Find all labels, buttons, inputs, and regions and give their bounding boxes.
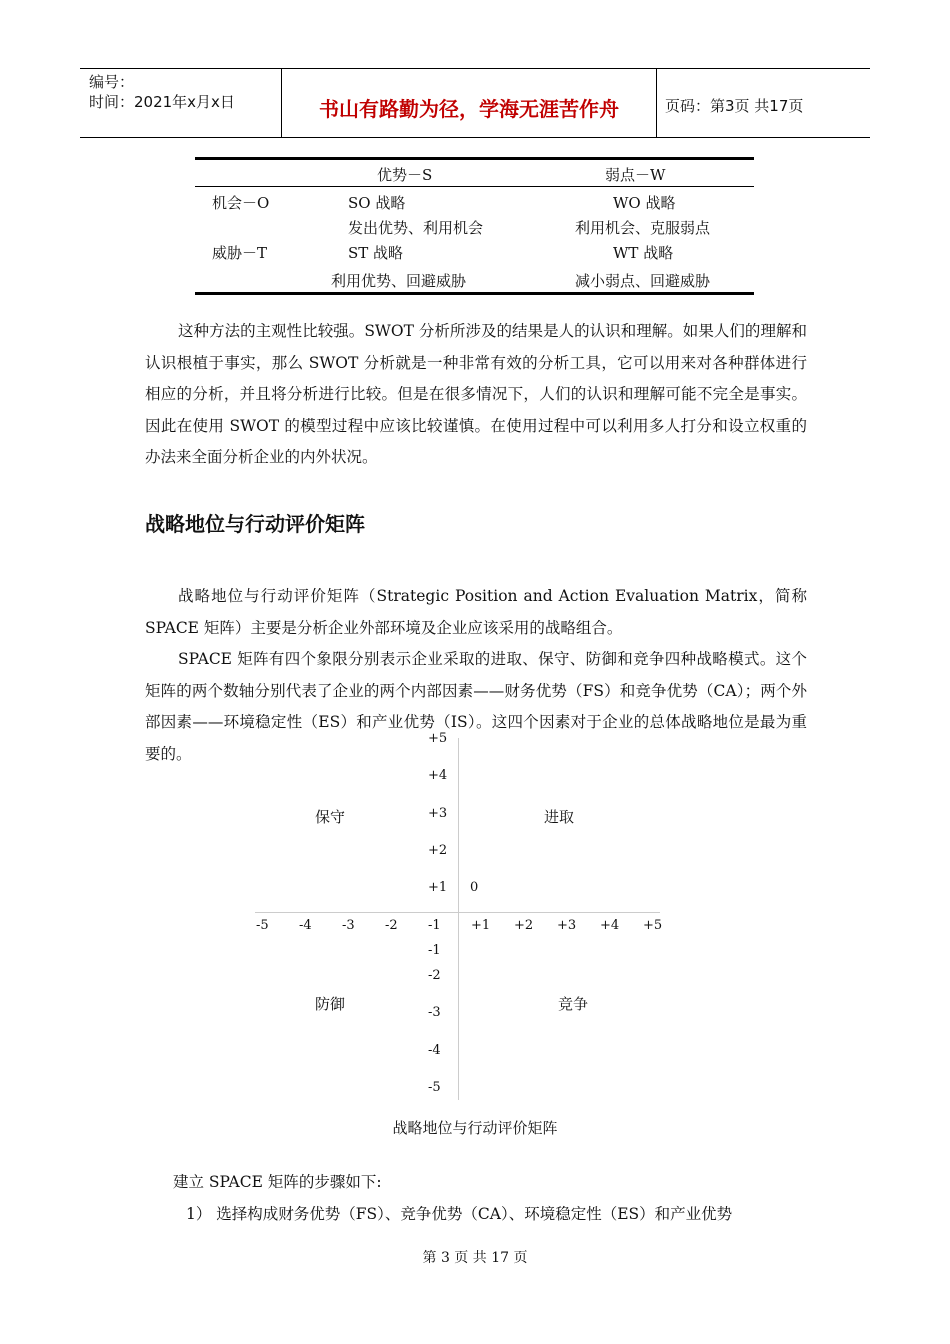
wo-strategy-desc: 利用机会、克服弱点 — [575, 219, 711, 237]
header-motto-cell — [281, 69, 657, 137]
y-tick: -3 — [428, 1005, 441, 1020]
x-tick: +1 — [471, 918, 491, 933]
col-header-weakness: 弱点－W — [605, 166, 666, 184]
so-strategy-desc: 发出优势、利用机会 — [348, 219, 484, 237]
y-tick: +2 — [428, 843, 448, 858]
quadrant-defensive: 防御 — [315, 995, 346, 1013]
paragraph-space-quadrants: SPACE 矩阵有四个象限分别表示企业采取的进取、保守、防御和竞争四种战略模式。这个矩阵的两个数轴分别代表了企业的两个内部因素——财务优势（FS）和竞争优势（CA）；两个外部因素——环境稳定性（ES）和产业优势（IS）。这四个因素对于企业的总体战略地位是最为重要的。 — [145, 650, 807, 763]
row-header-threat: 威胁－T — [212, 244, 268, 262]
y-tick: +5 — [428, 731, 448, 746]
x-tick: -4 — [299, 918, 312, 933]
quadrant-aggressive: 进取 — [544, 808, 575, 826]
matrix-caption: 战略地位与行动评价矩阵 — [392, 1119, 558, 1137]
horizontal-axis — [255, 912, 660, 913]
col-header-strength: 优势－S — [377, 166, 433, 184]
steps-intro: 建立 SPACE 矩阵的步骤如下: — [173, 1173, 382, 1191]
header-page-cell — [656, 69, 870, 137]
y-tick: +4 — [428, 768, 448, 783]
st-strategy-title: ST 战略 — [348, 244, 404, 262]
table-bottom-rule — [195, 292, 754, 295]
space-matrix-diagram — [250, 728, 670, 1100]
wt-strategy-title: WT 战略 — [613, 244, 674, 262]
page-footer: 第 3 页 共 17 页 — [422, 1250, 528, 1266]
step-1: 1） 选择构成财务优势（FS）、竞争优势（CA）、环境稳定性（ES）和产业优势 — [186, 1204, 733, 1223]
page-header — [80, 68, 870, 138]
vertical-axis — [458, 738, 459, 1100]
date-label: 时间：2021年x月x日 — [89, 93, 235, 111]
origin-label: 0 — [470, 880, 479, 895]
y-tick: -5 — [428, 1080, 441, 1095]
y-tick: +1 — [428, 880, 448, 895]
steps-section — [145, 1167, 807, 1230]
y-tick: -4 — [428, 1043, 441, 1058]
x-tick: -5 — [256, 918, 269, 933]
x-tick: +3 — [557, 918, 577, 933]
paragraph-space-definition: 战略地位与行动评价矩阵（Strategic Position and Action Evaluation Matrix，简称 SPACE 矩阵）主要是分析企业外部环境及企业应该采用的战略组合。 — [145, 587, 807, 637]
st-strategy-desc: 利用优势、回避威胁 — [331, 272, 467, 290]
header-left-cell — [80, 69, 281, 137]
y-tick: +3 — [428, 806, 448, 821]
swot-commentary — [145, 316, 807, 474]
x-tick: -2 — [385, 918, 398, 933]
y-tick: -2 — [428, 968, 441, 983]
x-tick: +2 — [514, 918, 534, 933]
y-tick: -1 — [428, 943, 441, 958]
quadrant-conservative: 保守 — [315, 808, 346, 826]
serial-label: 编号： — [89, 73, 135, 91]
table-header-rule — [195, 186, 754, 187]
row-header-opportunity: 机会－O — [212, 194, 270, 212]
wo-strategy-title: WO 战略 — [613, 194, 676, 212]
quadrant-competitive: 竞争 — [558, 995, 589, 1013]
so-strategy-title: SO 战略 — [348, 194, 406, 212]
wt-strategy-desc: 减小弱点、回避威胁 — [575, 272, 711, 290]
x-tick: +4 — [600, 918, 620, 933]
x-tick: -1 — [428, 918, 441, 933]
section-heading: 战略地位与行动评价矩阵 — [145, 512, 365, 536]
header-motto: 书山有路勤为径，学海无涯苦作舟 — [319, 97, 619, 121]
table-top-rule — [195, 157, 754, 160]
header-page-label: 页码：第3页 共17页 — [665, 97, 804, 115]
x-tick: +5 — [643, 918, 663, 933]
swot-table — [195, 157, 754, 295]
paragraph-swot-subjectivity: 这种方法的主观性比较强。SWOT 分析所涉及的结果是人的认识和理解。如果人们的理解和认识根植于事实，那么 SWOT 分析就是一种非常有效的分析工具，它可以用来对各种群体进行相应的分析，并且将分析进行比较。但是在很多情况下，人们的认识和理解可能不完全是事实。因此在使用 SWOT 的模型过程中应该比较谨慎。在使用过程中可以利用多人打分和设立权重的办法来全面分析企业的内外状况。 — [145, 322, 807, 466]
x-tick: -3 — [342, 918, 355, 933]
